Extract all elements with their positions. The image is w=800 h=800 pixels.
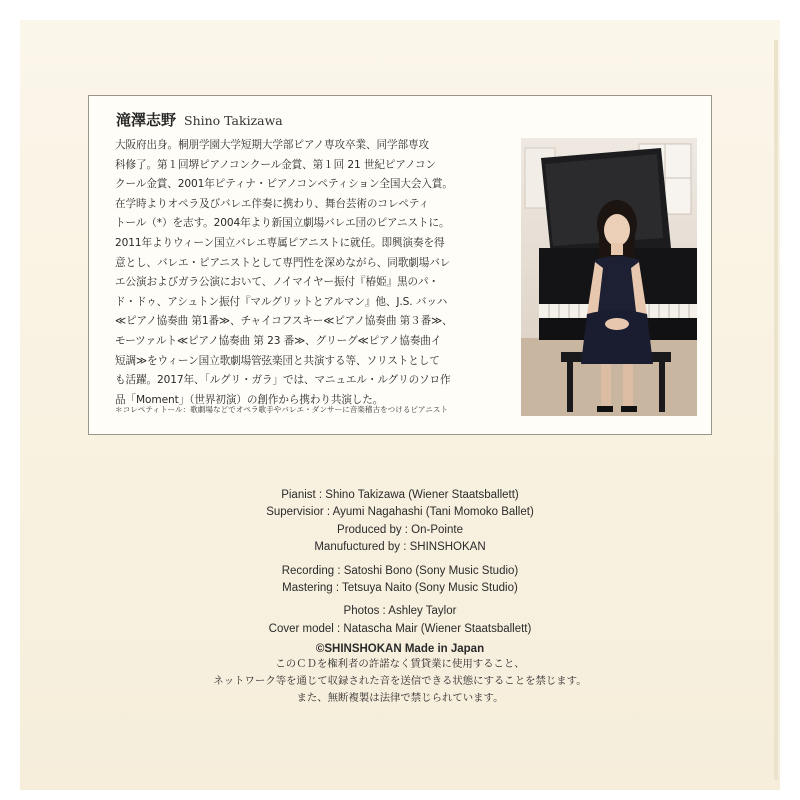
credit-pianist: Pianist : Shino Takizawa (Wiener Staatsballett)	[281, 489, 519, 501]
bio-footnote: ＊コレペティトール：歌劇場などでオペラ歌手やバレエ・ダンサーに音楽稽古をつけるピアニスト	[115, 405, 449, 414]
bio-name-japanese: 滝澤志野	[116, 111, 177, 129]
pianist-photo-illustration	[521, 138, 697, 416]
bio-line: も活躍。2017年、「ルグリ・ガラ」では、マニュエル・ルグリのソロ作	[115, 374, 451, 387]
notice-line: また、無断複製は法律で禁じられています。	[296, 692, 504, 704]
notice-line: ネットワーク等を通じて収録された音を送信できる状態にすることを禁じます。	[213, 675, 587, 687]
bio-line: 2011年よりウィーン国立バレエ専属ピアニストに就任。即興演奏を得	[115, 236, 445, 249]
credits-block	[0, 487, 800, 658]
bio-text	[115, 136, 515, 410]
bio-line: 短調≫をウィーン国立歌劇場管弦楽団と共演する等、ソリストとして	[115, 354, 440, 367]
bio-line: トール（*）を志す。2004年より新国立劇場バレエ団のピアニストに。	[115, 217, 450, 230]
credit-mastering: Mastering : Tetsuya Naito (Sony Music Studio)	[282, 581, 518, 594]
bio-line: ド・ドゥ、アシュトン振付『マルグリットとアルマン』他、J.S. バッハ	[115, 295, 448, 308]
credit-cover-model: Cover model : Natascha Mair (Wiener Staatsballett)	[268, 622, 532, 635]
bio-line: ≪ピアノ協奏曲 第1番≫、チャイコフスキー≪ピアノ協奏曲 第３番≫、	[115, 315, 453, 328]
bio-line: クール金賞、2001年ピティナ・ピアノコンペティション全国大会入賞。	[115, 178, 453, 191]
credit-recording: Recording : Satoshi Bono (Sony Music Studio)	[281, 564, 519, 577]
bio-line: 意とし、バレエ・ピアニストとして専門性を深めながら、同歌劇場バレ	[115, 256, 451, 269]
bio-name-english: Shino Takizawa	[184, 113, 283, 128]
credit-manufacturer: Manufuctured by : SHINSHOKAN	[314, 541, 486, 554]
pianist-photo	[521, 138, 697, 416]
credit-supervisor: Supervisior : Ayumi Nagahashi (Tani Momoko Ballet)	[266, 506, 534, 519]
notice-line: このＣＤを権利者の許諾なく賃貸業に使用すること、	[275, 658, 525, 670]
credit-photos: Photos : Ashley Taylor	[343, 605, 457, 618]
bio-line: モーツァルト≪ピアノ協奏曲 第 23 番≫、グリーグ≪ピアノ協奏曲イ	[115, 334, 442, 347]
bio-line: 科修了。第１回堺ピアノコンクール金賞、第１回 21 世紀ピアノコン	[115, 158, 436, 171]
copyright: ©SHINSHOKAN Made in Japan	[315, 643, 485, 656]
bio-heading	[116, 109, 283, 130]
bio-box	[88, 95, 712, 435]
legal-notice	[0, 656, 800, 707]
bio-line: 品「Moment」（世界初演）の創作から携わり共演した。	[115, 393, 384, 406]
bio-line: 在学時よりオペラ及びバレエ伴奏に携わり、舞台芸術のコレペティ	[115, 197, 429, 210]
bio-line: 大阪府出身。桐朋学園大学短期大学部ピアノ専攻卒業、同学部専攻	[115, 139, 429, 151]
credit-producer: Produced by : On-Pointe	[337, 523, 463, 536]
bio-line: エ公演およびガラ公演において、ノイマイヤー振付『椿姫』黒のパ・	[115, 276, 439, 289]
